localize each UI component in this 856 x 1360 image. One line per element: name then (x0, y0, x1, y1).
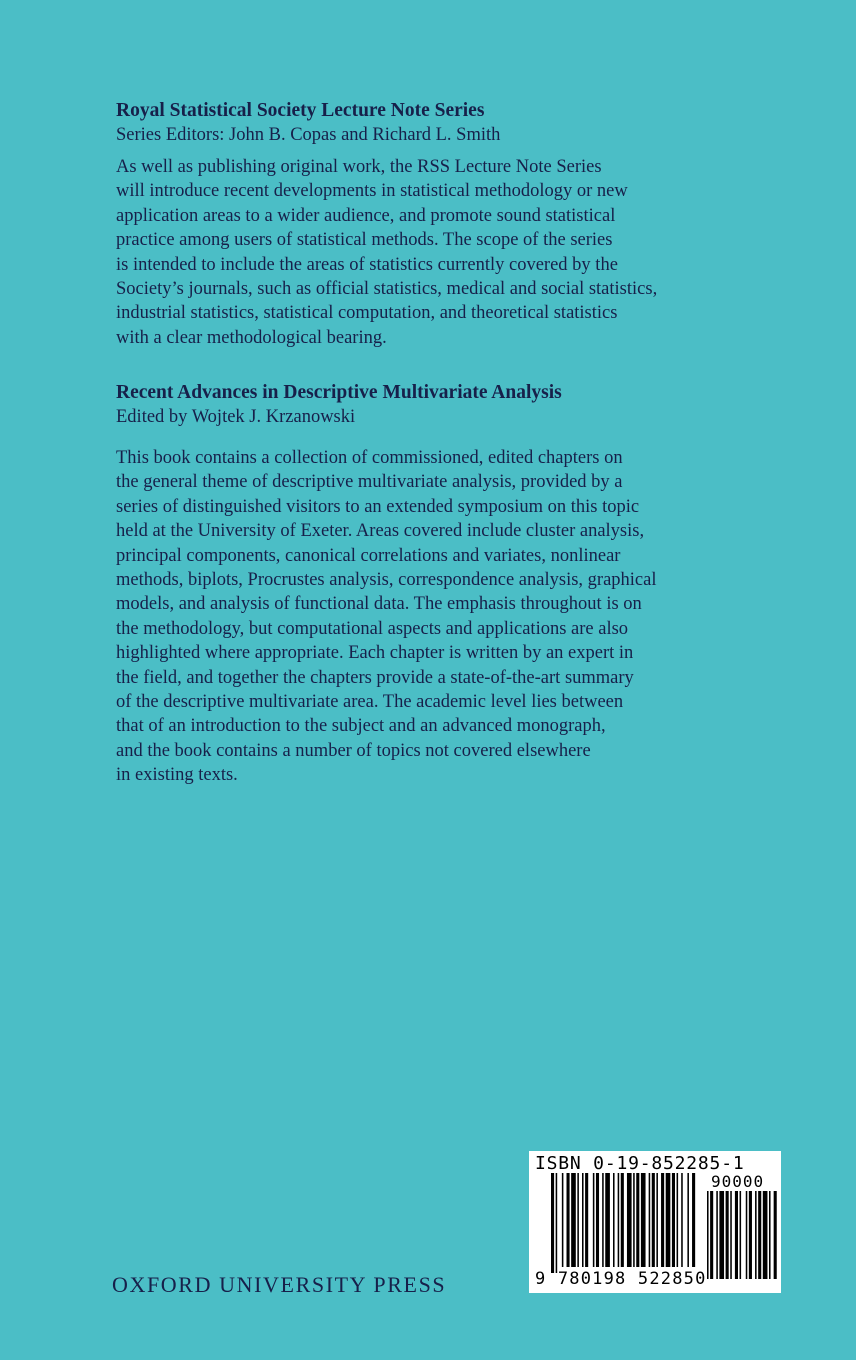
barcode-bar (681, 1173, 683, 1267)
barcode-bar (666, 1173, 671, 1267)
addon-bar (758, 1191, 761, 1279)
paragraph-line: with a clear methodological bearing. (116, 327, 387, 348)
paragraph-line: series of distinguished visitors to an extended symposium on this topic (116, 496, 640, 517)
series-paragraph (116, 155, 756, 350)
price-code: 90000 (711, 1172, 765, 1191)
series-editors: Series Editors: John B. Copas and Richard L. Smith (116, 125, 501, 145)
paragraph-line: that of an introduction to the subject and an advanced monograph, (116, 716, 606, 737)
barcode-bar (602, 1173, 604, 1267)
barcode-bar (656, 1173, 658, 1267)
addon-bar (769, 1191, 771, 1279)
addon-bar (774, 1191, 777, 1279)
book-editor: Edited by Wojtek J. Krzanowski (116, 407, 356, 427)
series-title: Royal Statistical Society Lecture Note Series (116, 100, 485, 121)
barcode-bar (596, 1173, 599, 1267)
barcode-bar (577, 1173, 579, 1267)
barcode-bar (585, 1173, 588, 1267)
barcode-bar (567, 1173, 570, 1267)
paragraph-line: models, and analysis of functional data. The emphasis throughout is on (116, 594, 642, 615)
addon-bar (726, 1191, 729, 1279)
paragraph-line: This book contains a collection of commissioned, edited chapters on (116, 448, 623, 468)
barcode-bar (582, 1173, 584, 1267)
isbn-barcode (529, 1151, 781, 1293)
addon-bar (763, 1191, 768, 1279)
paragraph-line: highlighted where appropriate. Each chapter is written by an expert in (116, 643, 634, 664)
barcode-bar (652, 1173, 655, 1267)
barcode-bar (687, 1173, 689, 1267)
ean-digits: 9 780198 522850 (535, 1269, 707, 1289)
barcode-bar (613, 1173, 615, 1267)
paragraph-line: the field, and together the chapters provide a state-of-the-art summary (116, 667, 634, 688)
paragraph-line: the methodology, but computational aspects and applications are also (116, 618, 629, 639)
book-paragraph (116, 446, 756, 788)
barcode-bar (641, 1173, 646, 1267)
addon-bar (707, 1191, 709, 1279)
barcode-bar (649, 1173, 651, 1267)
paragraph-line: and the book contains a number of topics not covered elsewhere (116, 740, 591, 761)
paragraph-line: is intended to include the areas of statistics currently covered by the (116, 254, 618, 275)
publisher-name: OXFORD UNIVERSITY PRESS (112, 1272, 447, 1297)
addon-bar (710, 1191, 713, 1279)
addon-bar (755, 1191, 757, 1279)
paragraph-line: practice among users of statistical methods. The scope of the series (116, 230, 613, 251)
barcode-bar (672, 1173, 675, 1267)
addon-bar (749, 1191, 752, 1279)
paragraph-line: principal components, canonical correlations and variates, nonlinear (116, 545, 621, 566)
barcode-bar (571, 1173, 576, 1267)
paragraph-line: in existing texts. (116, 765, 238, 786)
barcode-bar (627, 1173, 632, 1267)
addon-bar (740, 1191, 742, 1279)
paragraph-line: held at the University of Exeter. Areas covered include cluster analysis, (116, 521, 645, 542)
paragraph-line: will introduce recent developments in statistical methodology or new (116, 181, 628, 202)
barcode-bar (692, 1173, 695, 1267)
paragraph-line: application areas to a wider audience, and promote sound statistical (116, 205, 616, 226)
barcode-bar (551, 1173, 554, 1273)
barcode-bar (556, 1173, 558, 1273)
barcode-bar (618, 1173, 620, 1267)
paragraph-line: of the descriptive multivariate area. The academic level lies between (116, 692, 624, 713)
barcode-bar (621, 1173, 624, 1267)
paragraph-line: industrial statistics, statistical computation, and theoretical statistics (116, 303, 618, 324)
barcode-bar (605, 1173, 610, 1267)
book-title: Recent Advances in Descriptive Multivariate Analysis (116, 382, 562, 403)
barcode-bar (633, 1173, 635, 1267)
book-description (116, 380, 756, 788)
paragraph-line: methods, biplots, Procrustes analysis, correspondence analysis, graphical (116, 570, 657, 591)
addon-bar (746, 1191, 748, 1279)
paragraph-line: the general theme of descriptive multivariate analysis, provided by a (116, 472, 623, 493)
barcode-bar (562, 1173, 564, 1267)
series-description (116, 98, 756, 350)
barcode-bar (661, 1173, 664, 1267)
addon-bar (730, 1191, 732, 1279)
addon-bar (719, 1191, 724, 1279)
paragraph-line: Society’s journals, such as official statistics, medical and social statistics, (116, 279, 658, 300)
barcode-bar (636, 1173, 639, 1267)
barcode-bar (593, 1173, 595, 1267)
isbn-label: ISBN 0-19-852285-1 (535, 1153, 745, 1174)
addon-bar (735, 1191, 738, 1279)
addon-bar (716, 1191, 718, 1279)
barcode-bar (677, 1173, 679, 1267)
paragraph-line: As well as publishing original work, the RSS Lecture Note Series (116, 157, 602, 177)
